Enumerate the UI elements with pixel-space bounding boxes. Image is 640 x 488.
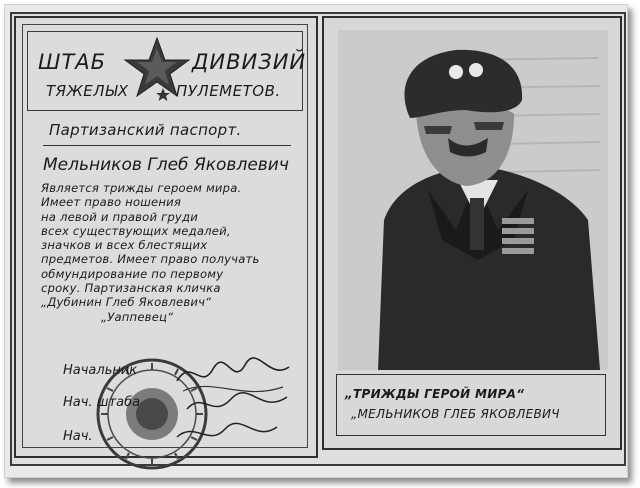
- header-line2-left: ТЯЖЕЛЫХ: [46, 82, 129, 100]
- header-line1-right: ДИВИЗИЙ: [192, 50, 307, 74]
- body-line: Имеет право ношения: [41, 195, 182, 210]
- portrait-caption: [336, 374, 606, 436]
- signature-label-2: Нач. штаба: [63, 395, 141, 410]
- header-box: [27, 31, 307, 111]
- caption-line2: „МЕЛЬНИКОВ ГЛЕБ ЯКОВЛЕВИЧ: [351, 407, 560, 421]
- holder-name: Мельников Глеб Яковлевич: [43, 155, 289, 175]
- body-line: обмундирование по первому: [41, 266, 224, 281]
- passport-body-text: [41, 181, 259, 324]
- small-star-icon: [156, 88, 170, 102]
- passport-left-page: [14, 16, 318, 458]
- signature-label-3: Нач.: [63, 429, 93, 444]
- header-line1-left: ШТАБ: [38, 50, 107, 74]
- passport-title: Партизанский паспорт.: [49, 121, 242, 139]
- body-line: значков и всех блестящих: [41, 238, 208, 253]
- body-line: „Уаппевец“: [101, 309, 174, 324]
- title-underline: [43, 145, 291, 146]
- body-line: всех существующих медалей,: [41, 223, 231, 238]
- body-line: „Дубинин Глеб Яковлевич“: [41, 295, 212, 310]
- portrait-photo: [338, 30, 608, 370]
- body-line: Является трижды героем мира.: [41, 181, 242, 195]
- signature-label-1: Начальник: [63, 363, 138, 378]
- body-line: сроку. Партизанская кличка: [41, 281, 221, 296]
- body-line: предметов. Имеет право получать: [41, 252, 260, 267]
- signature-scribble-3: [173, 417, 283, 453]
- caption-line1: „ТРИЖДЫ ГЕРОЙ МИРА“: [345, 387, 525, 401]
- header-line2-right: ПУЛЕМЕТОВ.: [176, 82, 281, 100]
- passport-right-page: [322, 16, 622, 450]
- body-line: на левой и правой груди: [41, 209, 198, 224]
- passport-inner-frame: [22, 24, 308, 448]
